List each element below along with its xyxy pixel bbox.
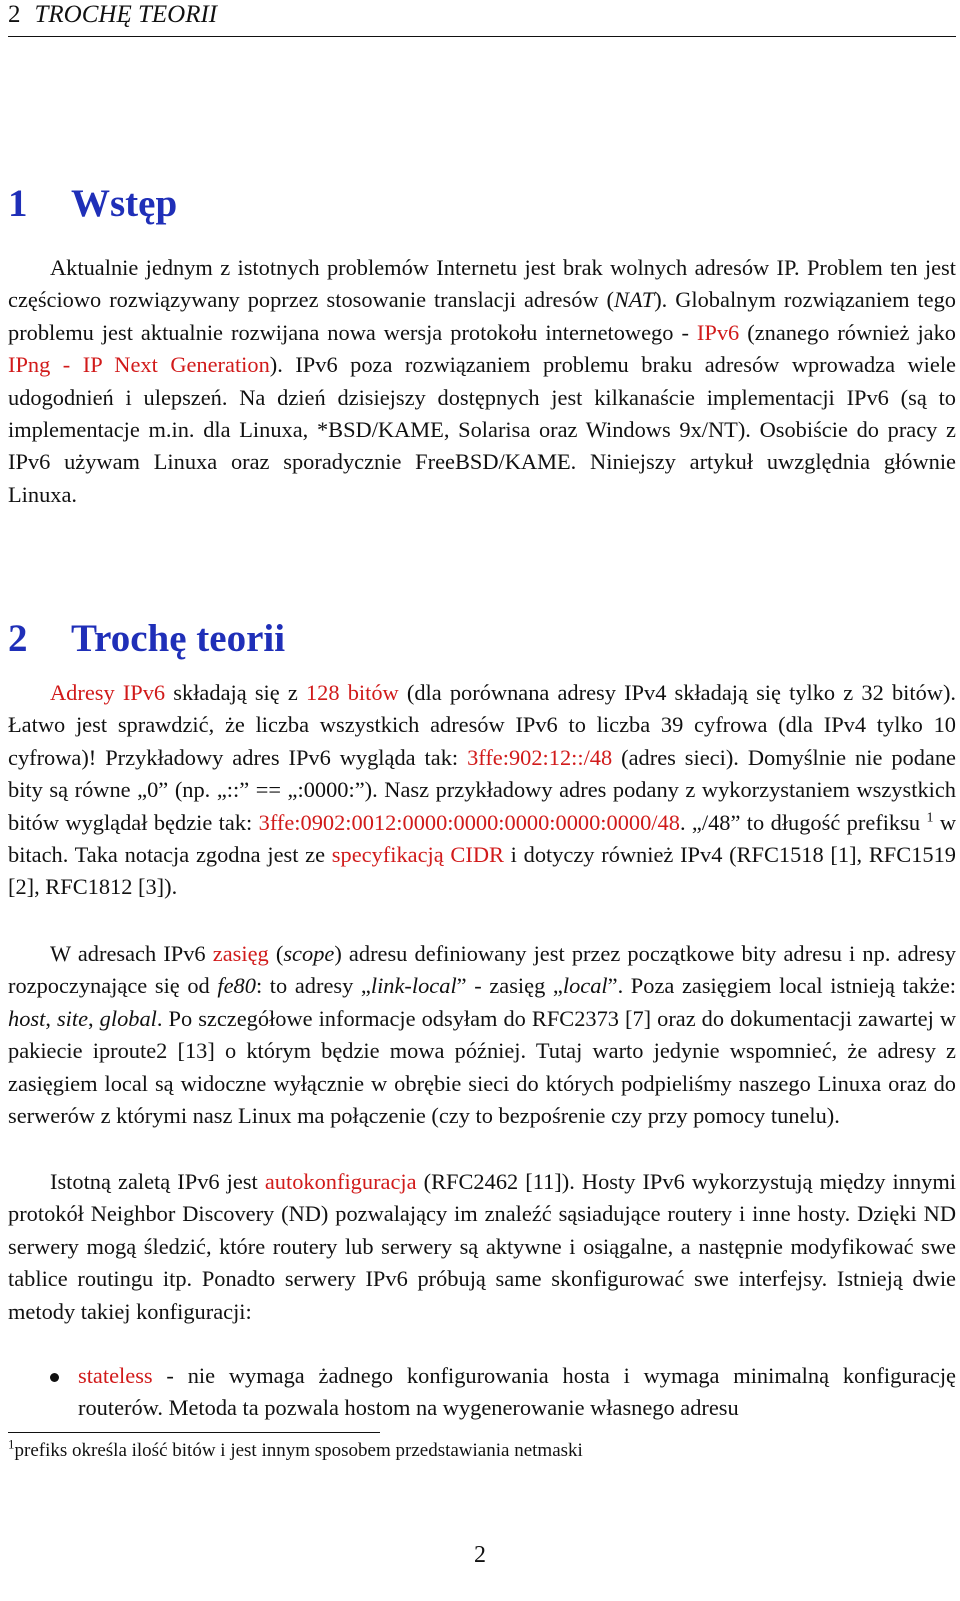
footnote-reference[interactable]: 1: [926, 810, 934, 826]
example-address-link[interactable]: 3ffe:902:12::/48: [467, 744, 613, 770]
autoconfig-paragraph: Istotną zaletą IPv6 jest autokonfiguracja (RFC2462 [11]). Hosty IPv6 wykorzystują między innymi protokół Neighbor Discovery (ND) pozwalający im znaleźć sąsiadujące routery i inne hosty. Dzięki ND serwery mogą śledzić, które routery lub serwery są aktywne i osiągalne, a następnie modyfikować swe tablice routingu itp. Ponadto serwery IPv6 próbują same skonfigurować swe interfejsy. Istnieją dwie metody takiej konfiguracji:: [8, 1169, 956, 1324]
bullet-icon: [50, 1373, 59, 1382]
running-head-number: 2: [8, 1, 21, 28]
section-heading-wstep: [8, 182, 177, 226]
addresses-paragraph: Adresy IPv6 składają się z 128 bitów (dla porównana adresy IPv4 składają się tylko z 32 bitów). Łatwo jest sprawdzić, że liczba wszystkich adresów IPv6 to liczba 39 cyfrowa (dla IPv4 tylko 10 cyfrowa)! Przykładowy adres IPv6 wygląda tak: 3ffe:902:12::/48 (adres sieci). Domyślnie nie podane bity są równe „0” (np. „::” == „:0000:”). Nasz przykładowy adres podany z wykorzystaniem wszystkich bitów wyglądał będzie tak: 3ffe:0902:0012:0000:0000:0000:0000:0000/48. „/48” to długość prefiksu $^1$ w bitach. Taka notacja zgodna jest ze specyfikacją CIDR i dotyczy również IPv4 (RFC1518 [1], RFC1519 [2], RFC1812 [3]).: [8, 680, 957, 900]
128-bits-link[interactable]: 128 bitów: [305, 680, 399, 705]
section-number: 2: [8, 617, 28, 660]
section-title: Trochę teorii: [71, 617, 286, 660]
list-item-text: stateless - nie wymaga żadnego konfigurowania hosta i wymaga minimalną konfigurację routerów. Metoda ta pozwala hostom na wygenerowanie własnego adresu: [78, 1363, 956, 1421]
footnote-divider: [8, 1432, 380, 1433]
nat-term: NAT: [613, 287, 655, 313]
section-title: Wstęp: [71, 182, 178, 225]
full-address-link[interactable]: 3ffe:0902:0012:0000:0000:0000:0000:0000/48: [258, 809, 680, 835]
scope-paragraph: W adresach IPv6 zasięg (scope) adresu definiowany jest przez początkowe bity adresu i np. adresy rozpoczynające się od fe80: to adresy „link-local” - zasięg „local”. Poza zasięgiem local istnieją także: host, site, global. Po szczegółowe informacje odsyłam do RFC2373 [7] oraz do dokumentacji zawartej w pakiecie iproute2 [13] o którym będzie mowa później. Tutaj warto jedynie wspomnieć, że adresy z zasięgiem local są widoczne wyłącznie w obrębie sieci do których podpieliśmy naszego Linuxa oraz do serwerów z którymi nasz Linux ma połączenie (czy to bezpośrenie czy przy pomocy tunelu).: [8, 941, 956, 1129]
footnote-mark: 1: [8, 1436, 15, 1452]
running-head-title: TROCHĘ TEORII: [34, 1, 218, 28]
section-heading-troche-teorii: [8, 617, 285, 661]
cidr-link[interactable]: specyfikacją CIDR: [331, 842, 504, 868]
stateless-link[interactable]: stateless: [78, 1363, 153, 1388]
list-item: [50, 1360, 956, 1425]
footnote: [8, 1438, 583, 1464]
footnote-text: prefiks określa ilość bitów i jest innym sposobem przedstawiania netmaski: [14, 1440, 583, 1461]
running-head: [8, 0, 956, 37]
intro-paragraph: Aktualnie jednym z istotnych problemów Internetu jest brak wolnych adresów IP. Problem ten jest częściowo rozwiązywany poprzez stosowanie translacji adresów (NAT). Globalnym rozwiązaniem tego problemu jest aktualnie rozwijana nowa wersja protokołu internetowego - IPv6 (znanego również jako IPng - IP Next Generation). IPv6 poza rozwiązaniem problemu braku adresów wprowadza wiele udogodnień i ulepszeń. Na dzień dzisiejszy dostępnych jest kilkanaście implementacji IPv6 (są to implementacje m.in. dla Linuxa, *BSD/KAME, Solarisa oraz Windows 9x/NT). Osobiście do pracy z IPv6 używam Linuxa oraz sporadycznie FreeBSD/KAME. Niniejszy artykuł uwzględnia głównie Linuxa.: [8, 255, 956, 507]
ipv6-link[interactable]: IPv6: [696, 319, 740, 345]
section-number: 1: [8, 182, 28, 225]
ipng-link[interactable]: IPng - IP Next Generation: [8, 352, 270, 378]
autokonfiguracja-link[interactable]: autokonfiguracja: [264, 1169, 417, 1194]
config-methods-list: [50, 1360, 956, 1425]
zasieg-link[interactable]: zasięg: [212, 941, 269, 966]
page-number: 2: [474, 1542, 486, 1568]
adresy-ipv6-link[interactable]: Adresy IPv6: [50, 680, 166, 705]
